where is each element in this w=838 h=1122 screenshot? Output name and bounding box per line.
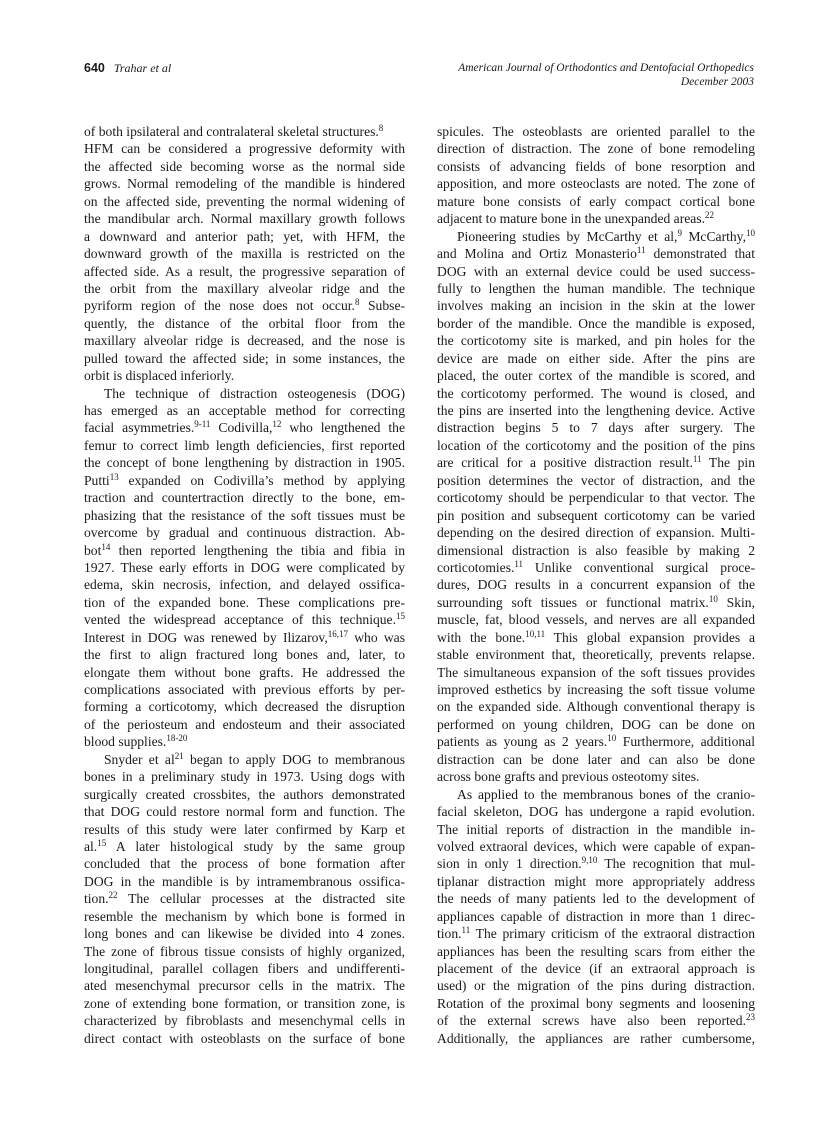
text-line: placement of the device (if an extraoral approach is	[437, 961, 755, 976]
text-line: femur to correct limb length deficiencies, first reported	[84, 437, 405, 453]
text-line: across bone grafts and previous osteotomy sites.	[437, 769, 700, 785]
text-line: distraction can be done later and can also be done	[437, 751, 755, 767]
text-line: the pins are inserted into the lengthening device. Active	[437, 403, 755, 418]
text-line: and Molina and Ortiz Monasterio$^{11}$ demonstrated that	[437, 245, 755, 262]
text-line: the corticotomy site is marked, and pin holes for the	[437, 333, 755, 349]
text-line: the needs of many patients led to the development of	[437, 891, 755, 907]
text-line: volved extraoral devices, which were capable of expan-	[437, 838, 755, 854]
citation-superscript: 15	[97, 837, 107, 848]
text-line: tion.$^{11}$ The primary criticism of the extraoral distraction	[437, 925, 755, 942]
text-line: Rotation of the proximal bony segments and loosening	[437, 995, 755, 1011]
citation-superscript: 9,10	[581, 855, 598, 866]
text-line: 1927. These early efforts in DOG were complicated by	[84, 559, 405, 575]
text-line: tion of the expanded bone. These complications pre-	[84, 594, 405, 610]
text-line: blood supplies.$^{18-20}$	[84, 733, 188, 750]
citation-superscript: 23	[746, 1012, 755, 1023]
text-line: longitudinal, parallel collagen fibers and undifferenti-	[84, 961, 405, 976]
text-line: direct contact with osteoblasts on the surface of bone	[84, 1030, 405, 1046]
text-line: edema, skin necrosis, infection, and delayed ossifica-	[84, 577, 405, 593]
citation-superscript: 10,11	[525, 628, 546, 639]
text-line: adjacent to mature bone in the unexpanded areas.$^{22}$	[437, 210, 714, 227]
text-line: position determines the vector of distraction, and the	[437, 472, 755, 488]
text-line: characterized by fibroblasts and mesenchymal cells in	[84, 1013, 405, 1029]
text-line: the orbit from the maxillary alveolar ridge and the	[84, 280, 405, 296]
text-line: The technique of distraction osteogenesis (DOG)	[104, 385, 405, 401]
citation-superscript: 16,17	[327, 628, 348, 639]
text-line: maxillary alveolar ridge is decreased, and the nose is	[84, 333, 405, 349]
citation-superscript: 18-20	[166, 733, 188, 744]
citation-superscript: 11	[636, 245, 646, 256]
text-line: grows. Normal remodeling of the mandible is hindered	[84, 176, 405, 192]
citation-superscript: 8	[354, 297, 360, 308]
citation-superscript: 9-11	[194, 419, 211, 430]
text-line: of the external screws have also been reported.$^{23}$	[437, 1012, 755, 1029]
text-line: that DOG could restore normal form and function. The	[84, 804, 405, 820]
text-line: pulled toward the affected side; in some instances, the	[84, 350, 405, 366]
text-line: are critical for a positive distraction result.$^{11}$ The pin	[437, 454, 755, 471]
text-line: quently, the distance of the orbital floor from the	[84, 315, 405, 331]
text-line: surrounding soft tissues or functional matrix.$^{10}$ Skin,	[437, 593, 756, 610]
body-column-left	[84, 123, 405, 1047]
citation-superscript: 22	[705, 210, 714, 221]
citation-superscript: 13	[109, 471, 119, 482]
text-line: vented the widespread acceptance of this technique.$^{15}$	[84, 611, 405, 628]
text-line: downward growth of the maxilla is restricted on the	[84, 246, 405, 262]
citation-superscript: 12	[272, 419, 282, 430]
text-line: The simultaneous expansion of the soft tissues provides	[437, 664, 755, 680]
text-line: placed, the outer cortex of the mandible is scored, and	[437, 368, 755, 384]
text-line: spicules. The osteoblasts are oriented parallel to the	[437, 124, 755, 139]
text-line: Pioneering studies by McCarthy et al,$^9$ McCarthy,$^{10}$	[457, 227, 755, 244]
text-line: the first to align fractured long bones and, later, to	[84, 647, 405, 663]
text-line: improved esthetics by increasing the soft tissue volume	[437, 682, 755, 697]
text-line: facial skeleton, DOG has undergone a rapid evolution.	[437, 804, 755, 820]
text-line: orbit is displaced inferiorly.	[84, 368, 235, 384]
text-line: appliances has been the resulting scars from either the	[437, 943, 755, 959]
citation-superscript: 15	[396, 611, 405, 622]
text-line: pyriform region of the nose does not occur.$^8$ Subse-	[84, 297, 406, 314]
text-line: forming a corticotomy, which decreased the disruption	[84, 699, 405, 715]
text-line: on the expanded side. Although conventional therapy is	[437, 699, 755, 715]
citation-superscript: 10	[708, 593, 718, 604]
text-line: dimensional distraction is also feasible by making 2	[437, 542, 755, 558]
text-line: al.$^{15}$ A later histological study by the same group	[84, 837, 405, 854]
text-line: a downward and anterior path; yet, with HFM, the	[84, 228, 405, 244]
text-line: sion in only 1 direction.$^{9,10}$ The recognition that mul-	[437, 855, 755, 872]
text-line: border of the mandible. Once the mandible is exposed,	[437, 315, 755, 331]
page-header-left	[84, 61, 171, 76]
text-line: on the affected side, preventing the normal widening of	[84, 193, 405, 209]
citation-superscript: 22	[108, 890, 118, 901]
text-line: surgically created crossbites, the authors demonstrated	[84, 786, 405, 802]
text-line: device are made on either side. After the pins are	[437, 350, 755, 366]
text-line: the concept of bone lengthening by distraction in 1905.	[84, 455, 405, 471]
text-line: the affected side becoming worse as the normal side	[84, 158, 405, 174]
text-line: HFM can be considered a progressive deformity with	[84, 141, 405, 157]
text-line: corticotomy should be perpendicular to that vector. The	[437, 490, 755, 506]
text-line: patients as young as 2 years.$^{10}$ Furthermore, additional	[437, 733, 755, 750]
citation-superscript: 10	[607, 733, 617, 744]
text-line: resemble the mechanism by which bone is formed in	[84, 908, 405, 924]
text-line: zone of extending bone formation, or transition zone, is	[84, 995, 405, 1011]
text-line: location of the corticotomy and the position of the pins	[437, 437, 755, 453]
issue-date: December 2003	[680, 76, 754, 88]
text-line: The initial reports of distraction in the mandible in-	[437, 821, 755, 837]
citation-superscript: 11	[461, 925, 471, 936]
text-line: used) or the migration of the pins during distraction.	[437, 978, 755, 994]
running-title: Trahar et al	[113, 61, 172, 75]
text-line: stable environment that, theoretically, prevents relapse.	[437, 647, 755, 663]
text-line: concluded that the process of bone formation after	[84, 856, 405, 872]
text-line: results of this study were later confirmed by Karp et	[84, 821, 405, 837]
text-line: distraction begins 5 to 7 days after surgery. The	[437, 420, 755, 436]
citation-superscript: 11	[514, 558, 524, 569]
text-line: The zone of fibrous tissue consists of highly organized,	[84, 943, 405, 959]
text-line: facial asymmetries.$^{9-11}$ Codivilla,$^{12}$ who lengthened the	[84, 419, 405, 436]
text-line: overcome by gradual and continuous distraction. Ab-	[84, 525, 405, 541]
text-line: tion.$^{22}$ The cellular processes at the distracted site	[84, 890, 405, 907]
text-line: depending on the desired direction of expansion. Multi-	[437, 525, 755, 541]
text-line: long bones and can likewise be divided into 4 zones.	[84, 926, 405, 942]
text-line: of the periosteum and endosteum and their associated	[84, 716, 405, 732]
text-line: As applied to the membranous bones of the cranio-	[457, 786, 755, 802]
text-line: apposition, and more osteoclasts are noted. The zone of	[437, 176, 755, 192]
text-line: affected side. As a result, the progressive separation of	[84, 263, 405, 279]
text-line: dures, DOG results in a concurrent expansion of the	[437, 577, 755, 593]
text-line: direction of distraction. The zone of bone remodeling	[437, 141, 755, 157]
text-line: muscle, fat, blood vessels, and nerves are all expanded	[437, 612, 755, 628]
text-line: appliances capable of distraction in more than 1 direc-	[437, 908, 755, 924]
text-line: ated mesenchymal precursor cells in the matrix. The	[84, 978, 405, 994]
text-line: has emerged as an acceptable method for correcting	[84, 403, 405, 418]
text-line: Additionally, the appliances are rather cumbersome,	[437, 1030, 755, 1046]
text-line: consists of advancing fields of bone resorption and	[437, 158, 755, 174]
text-line: Interest in DOG was renewed by Ilizarov,$^{16,17}$ who was	[84, 628, 405, 645]
text-line: the mandibular arch. Normal maxillary growth follows	[84, 211, 405, 227]
page-number: 640	[84, 61, 105, 75]
text-line: mature bone consists of early compact cortical bone	[437, 193, 755, 209]
text-line: the corticotomy performed. The wound is closed, and	[437, 385, 755, 401]
citation-superscript: 9	[677, 227, 682, 238]
body-column-right	[437, 123, 755, 1047]
text-line: bones in a preliminary study in 1973. Using dogs with	[84, 769, 405, 785]
text-line: phasizing that the resistance of the soft tissues must be	[84, 507, 405, 523]
page-header-right	[458, 61, 754, 89]
text-line: tiplanar distraction might more appropriately address	[437, 873, 755, 889]
text-line: complications associated with previous efforts by per-	[84, 682, 405, 697]
text-line: pin position and subsequent corticotomy can be varied	[437, 507, 755, 523]
text-line: DOG in the mandible is by intramembranous ossifica-	[84, 873, 405, 889]
text-line: fully to lengthen the human mandible. The technique	[437, 280, 755, 296]
text-line: of both ipsilateral and contralateral skeletal structures.$^8$	[84, 123, 384, 139]
text-line: bot$^{14}$ then reported lengthening the tibia and fibia in	[84, 541, 405, 558]
text-line: with the bone.$^{10,11}$ This global expansion provides a	[437, 628, 755, 645]
text-line: corticotomies.$^{11}$ Unlike conventional surgical proce-	[437, 558, 755, 575]
text-line: elongate them without bone grafts. He addressed the	[84, 664, 405, 680]
citation-superscript: 10	[745, 227, 755, 238]
citation-superscript: 11	[692, 454, 702, 465]
text-line: Putti$^{13}$ expanded on Codivilla’s method by applying	[84, 471, 405, 488]
text-line: involves making an incision in the skin at the lower	[437, 298, 755, 314]
text-line: traction and countertraction directly to the bone, em-	[84, 490, 405, 506]
text-line: performed on young children, DOG can be done on	[437, 716, 755, 732]
text-line: Snyder et $al^{21}$ began to apply DOG to membranous	[104, 750, 405, 767]
journal-name: American Journal of Orthodontics and Dentofacial Orthopedics	[458, 62, 754, 74]
text-line: DOG with an external device could be used success-	[437, 263, 755, 279]
citation-superscript: 8	[378, 123, 384, 133]
citation-superscript: 14	[101, 541, 111, 552]
citation-superscript: 21	[174, 750, 184, 761]
